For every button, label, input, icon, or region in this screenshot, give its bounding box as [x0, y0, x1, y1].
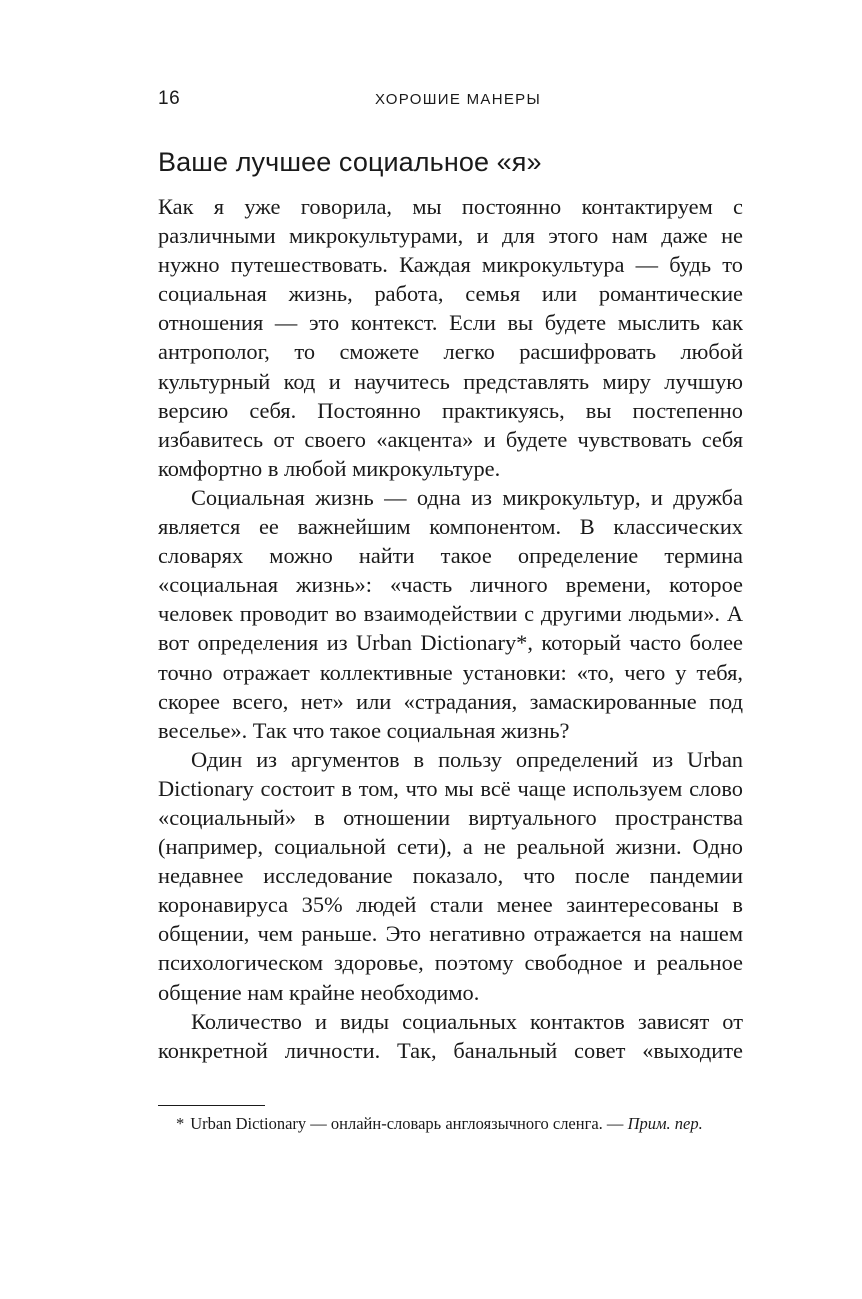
body-text — [158, 192, 743, 1065]
footnote-text: Urban Dictionary — онлайн-словарь англоязычного сленга. — — [190, 1114, 624, 1133]
page-number: 16 — [158, 88, 181, 109]
footnote — [176, 1113, 746, 1135]
footnote-divider — [158, 1105, 265, 1106]
footnote-translator-note: Прим. пер. — [627, 1114, 703, 1133]
running-header — [158, 88, 743, 116]
paragraph-3: Один из аргументов в пользу определений из Urban Dictionary состоит в том, что мы всё чаще используем слово «социальный» в отношении виртуального пространства (например, социальной сети), а не реальной жизни. Одно недавнее исследование показало, что после пандемии коронавируса 35% людей стали менее заинтересованы в общении, чем раньше. Это негативно отражается на нашем психологическом здоровье, поэтому свободное и реальное общение нам крайне необходимо. — [158, 746, 743, 1005]
running-title: ХОРОШИЕ МАНЕРЫ — [375, 91, 542, 108]
paragraph-4: Количество и виды социальных контактов зависят от конкретной личности. Так, банальный совет «выходите — [158, 1008, 743, 1063]
footnote-marker: * — [176, 1114, 185, 1133]
paragraph-1: Как я уже говорила, мы постоянно контактируем с различными микрокультурами, и для этого нам даже не нужно путешествовать. Каждая микрокультура — будь то социальная жизнь, работа, семья или романтические отношения — это контекст. Если вы будете мыслить как антрополог, то сможете легко расшифровать любой культурный код и научитесь представлять миру лучшую версию себя. Постоянно практикуясь, вы постепенно избавитесь от своего «акцента» и будете чувствовать себя комфортно в любой микрокультуре. — [158, 194, 743, 481]
section-heading: Ваше лучшее социальное «я» — [158, 147, 542, 177]
paragraph-2: Социальная жизнь — одна из микрокультур, и дружба является ее важнейшим компонентом. В классических словарях можно найти такое определение термина «социальная жизнь»: «часть личного времени, которое человек проводит во взаимодействии с другими людьми». А вот определения из Urban Dictionary*, который часто более точно отражает коллективные установки: «то, чего у тебя, скорее всего, нет» или «страдания, замаскированные под веселье». Так что такое социальная жизнь? — [158, 484, 743, 743]
